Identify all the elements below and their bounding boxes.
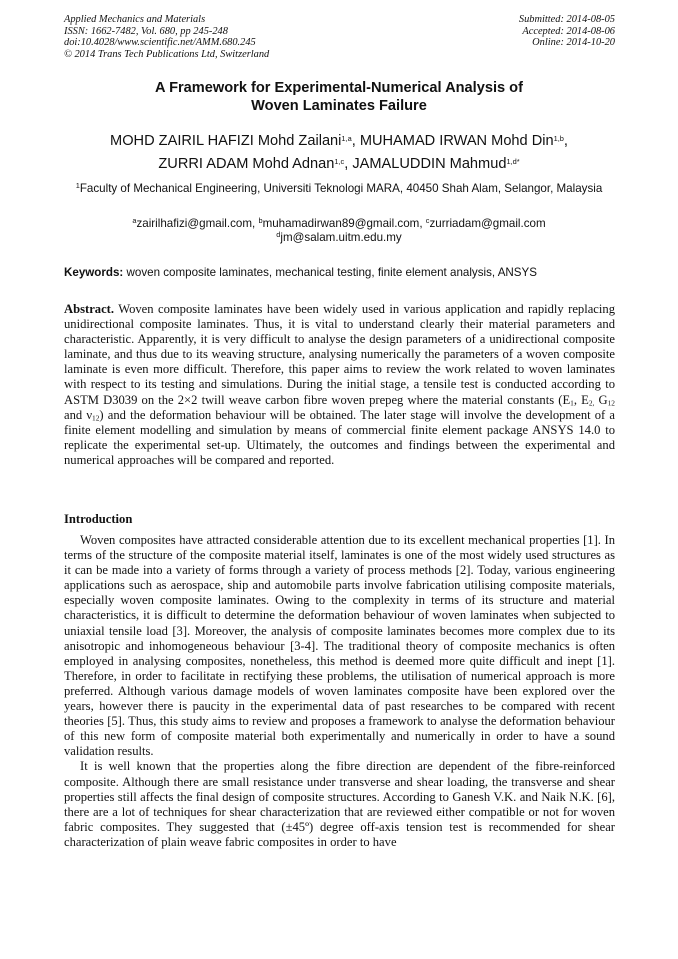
affiliation-mark: 1 xyxy=(75,180,80,190)
author-name: MUHAMAD IRWAN Mohd Din xyxy=(359,133,554,149)
author-separator: , xyxy=(563,133,568,149)
journal-name: Applied Mechanics and Materials xyxy=(64,14,206,25)
title-line-1: A Framework for Experimental-Numerical Analysis of xyxy=(155,80,523,96)
abstract-text: G xyxy=(594,392,608,407)
section-heading-introduction: Introduction xyxy=(64,512,133,526)
author-name: MOHD ZAIRIL HAFIZI Mohd Zailani xyxy=(110,133,342,149)
online-date: Online: 2014-10-20 xyxy=(532,37,615,49)
subscript: 2, xyxy=(588,398,595,408)
author-affiliation-mark: 1,d* xyxy=(506,156,520,166)
email-address: jm@salam.uitm.edu.my xyxy=(280,230,402,244)
journal-doi: doi:10.4028/www.scientific.net/AMM.680.245 xyxy=(64,37,256,49)
email-mark: d xyxy=(276,229,281,239)
author-separator: , xyxy=(351,133,360,149)
subscript: 12 xyxy=(92,413,100,423)
author-affiliation-mark: 1,b xyxy=(553,133,564,143)
abstract-text: ) and the deformation behaviour will be obtained. The later stage will involve the development of a finite element modelling and simulation by means of commercial finite element package ANSYS 14.0 to replicate the experimental set-up. Ultimately, the outcomes and findings between the experimental and numerical approaches will be compared and reported. xyxy=(64,407,615,467)
author-list xyxy=(60,130,618,176)
author-affiliation-mark: 1,c xyxy=(334,156,345,166)
author-name: ZURRI ADAM Mohd Adnan xyxy=(158,156,335,172)
title-line-2: Woven Laminates Failure xyxy=(251,97,427,114)
author-line-2 xyxy=(60,153,618,176)
email-mark: a xyxy=(132,215,137,225)
author-name: JAMALUDDIN Mahmud xyxy=(352,156,507,172)
affiliation xyxy=(60,181,618,197)
publication-dates xyxy=(519,14,615,49)
email-line-2 xyxy=(60,231,618,245)
keywords xyxy=(64,266,616,280)
email-separator: , xyxy=(251,217,259,230)
email-separator: , xyxy=(419,217,426,230)
journal-copyright: © 2014 Trans Tech Publications Ltd, Switzerland xyxy=(64,48,270,60)
affiliation-text: Faculty of Mechanical Engineering, Universiti Teknologi MARA, 40450 Shah Alam, Selangor, Malaysia xyxy=(79,182,603,195)
paragraph: Woven composites have attracted considerable attention due to its excellent mechanical properties [1]. In terms of the structure of the composite material itself, laminates is one of the most widely used structures as it can be made into a variety of forms through a variety of process methods [2]. Today, various engineering applications such as aerospace, ship and automobile parts involve fabrication utilising composite materials, especially woven composite laminates. Owing to the complexity in terms of its structure and material characteristics, it is difficult to determine the deformation behaviour of woven laminates when subjected to uniaxial tensile load [3]. Moreover, the analysis of composite laminates becomes more complex due to its anisotropic and inhomogeneous behaviour [3-4]. The traditional theory of composite mechanics is often employed in analysing composites, nonetheless, this method is deemed more quite difficult and inept [1]. Therefore, in order to facilitate in rectifying these problems, the utilisation of numerical approach is more preferred. Although various damage models of woven laminates composite have been explored over the years, however there is paucity in the experimental data of past researches to be compared with recent theories [5]. Thus, this study aims to review and proposes a framework to analyse the deformation behaviour of this new form of composite material both experimentally and numerically in order to have a sound validation results. xyxy=(64,533,615,759)
email-address: muhamadirwan89@gmail.com xyxy=(262,217,420,230)
abstract xyxy=(64,302,615,468)
author-affiliation-mark: 1,a xyxy=(341,133,352,143)
email-mark: b xyxy=(258,215,263,225)
abstract-text: , E xyxy=(573,392,589,407)
journal-info xyxy=(64,14,269,60)
email-address: zairilhafizi@gmail.com xyxy=(136,217,252,230)
paragraph: It is well known that the properties along the fibre direction are dependent of the fibre-reinforced composite. Although there are small resistance under transverse and shear loading, the transverse and shear properties still affects the final design of composite structures. According to Ganesh V.K. and Naik N.K. [6], there are a lot of techniques for shear characterization that are reviewed either compatible or not for woven fabric composites. They suggested that (±45º) degree off-axis tension test is recommended for shear characterization of plain weave fabric composites in order to have xyxy=(64,759,615,849)
keywords-label: Keywords: xyxy=(64,266,124,279)
accepted-date: Accepted: 2014-08-06 xyxy=(522,25,615,37)
introduction-body xyxy=(64,533,615,850)
email-line-1 xyxy=(60,217,618,231)
abstract-text: and ν xyxy=(64,407,93,422)
email-list xyxy=(60,217,618,244)
author-separator: , xyxy=(344,156,353,172)
paper-title xyxy=(40,80,638,115)
author-line-1 xyxy=(60,130,618,153)
subscript: 12 xyxy=(607,398,615,408)
subscript: 1 xyxy=(570,398,574,408)
abstract-text: Woven composite laminates have been widely used in various application and rapidly replacing unidirectional composite laminates. Thus, it is vital to understand clearly their material parameters and characteristic. Apparently, it is very difficult to analyse the design parameters of a unidirectional composite laminate, and thus due to its weaving structure, analysing numerically the parameters of a woven composite laminate is even more difficult. Therefore, this paper aims to review the work related to woven laminates with respect to its testing and simulations. During the initial stage, a tensile test is conducted according to ASTM D3039 on the 2×2 twill weave carbon fibre woven prepeg where the material constants (E xyxy=(64,302,615,407)
email-mark: c xyxy=(425,215,430,225)
journal-issn: ISSN: 1662-7482, Vol. 680, pp 245-248 xyxy=(64,25,228,37)
submitted-date: Submitted: 2014-08-05 xyxy=(518,14,615,25)
abstract-label: Abstract. xyxy=(64,302,115,316)
keywords-text: woven composite laminates, mechanical testing, finite element analysis, ANSYS xyxy=(123,266,537,279)
email-address: zurriadam@gmail.com xyxy=(429,217,546,230)
